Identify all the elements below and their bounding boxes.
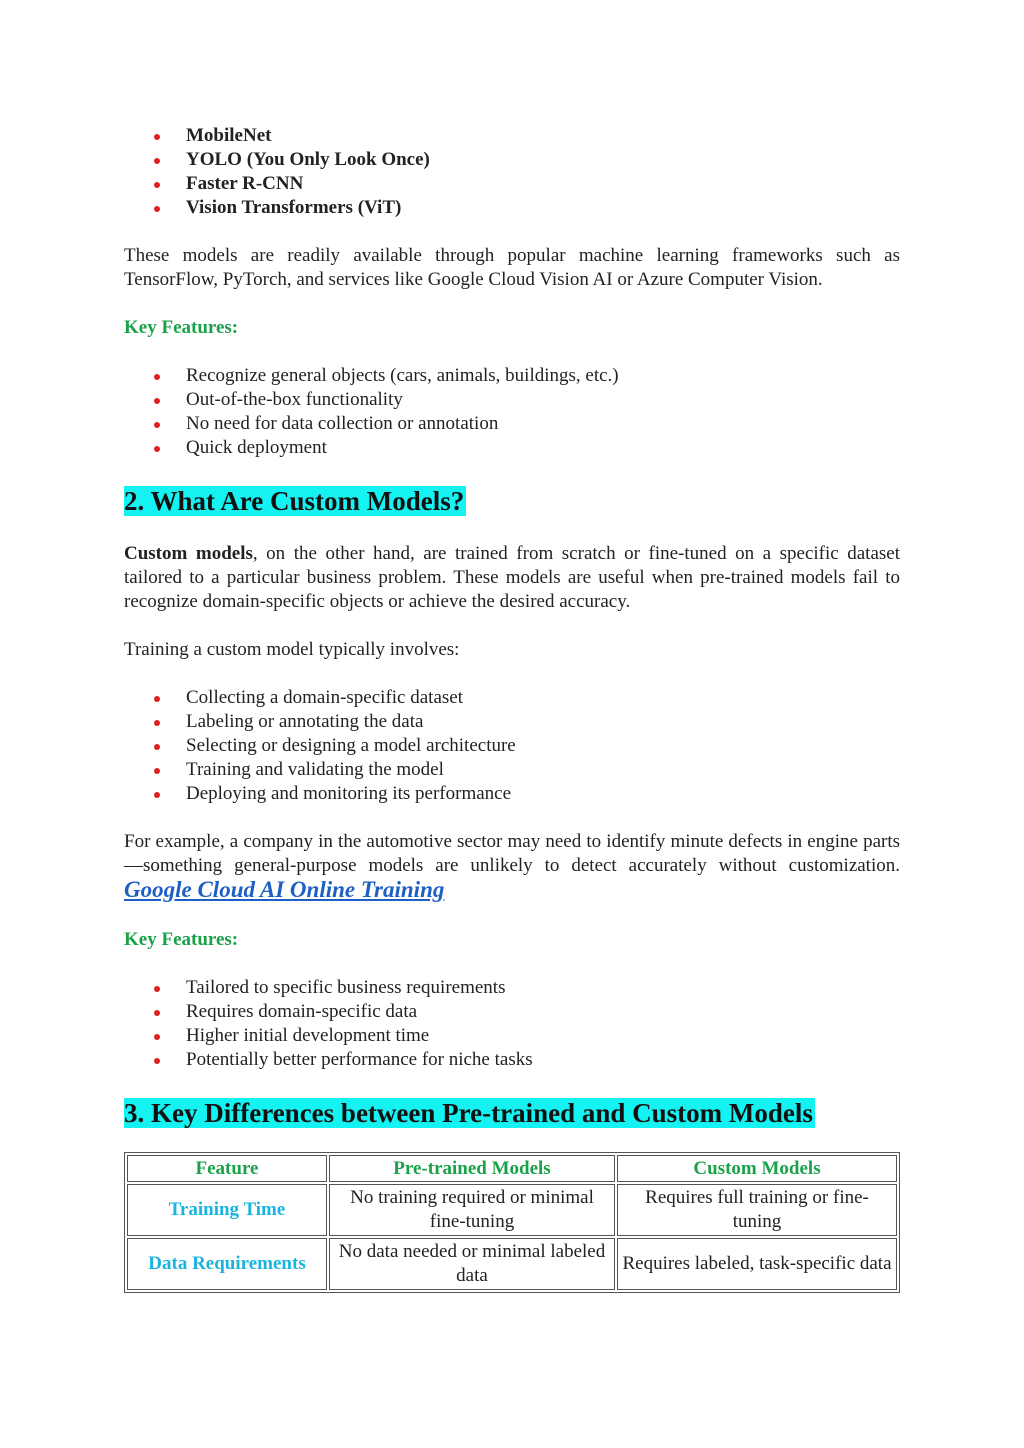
- bullet-icon: [154, 158, 160, 164]
- custom-models-paragraph: Custom models, on the other hand, are trained from scratch or fine-tuned on a specific dataset tailored to a particular business problem. These models are useful when pre-trained models fail to recognize domain-specific objects or achieve the desired accuracy.: [124, 543, 901, 612]
- bullet-icon: [154, 182, 160, 188]
- header-feature: Feature: [127, 1155, 327, 1182]
- row-pretrained-cell: No training required or minimal fine-tuning: [329, 1184, 615, 1236]
- bullet-icon: [154, 206, 160, 212]
- comparison-table: [124, 1152, 900, 1293]
- example-paragraph: For example, a company in the automotive sector may need to identify minute defects in engine parts—something general-purpose models are unlikely to detect accurately without customization. Google Cloud AI Online Training: [124, 831, 900, 902]
- list-item: No need for data collection or annotation: [124, 412, 900, 436]
- bullet-icon: [154, 696, 160, 702]
- list-item: Requires domain-specific data: [124, 1000, 900, 1024]
- training-steps-list: [124, 686, 900, 806]
- list-item: Potentially better performance for niche tasks: [124, 1048, 900, 1072]
- bullet-icon: [154, 792, 160, 798]
- list-item: Tailored to specific business requirements: [124, 976, 900, 1000]
- header-custom: Custom Models: [617, 1155, 897, 1182]
- bullet-icon: [154, 1034, 160, 1040]
- row-custom-cell: Requires labeled, task-specific data: [617, 1238, 897, 1290]
- custom-models-term: Custom models: [124, 543, 253, 564]
- list-item: Quick deployment: [124, 436, 900, 460]
- list-item: MobileNet: [124, 124, 900, 148]
- section-3-heading: 3. Key Differences between Pre-trained and Custom Models: [124, 1098, 813, 1128]
- bullet-icon: [154, 422, 160, 428]
- header-pretrained: Pre-trained Models: [329, 1155, 615, 1182]
- bullet-icon: [154, 446, 160, 452]
- list-item: Selecting or designing a model architecture: [124, 734, 900, 758]
- bullet-icon: [154, 134, 160, 140]
- list-item: Faster R-CNN: [124, 172, 900, 196]
- list-item: Higher initial development time: [124, 1024, 900, 1048]
- list-item: Deploying and monitoring its performance: [124, 782, 900, 806]
- bullet-icon: [154, 720, 160, 726]
- bullet-icon: [154, 1010, 160, 1016]
- row-custom-cell: Requires full training or fine-tuning: [617, 1184, 897, 1236]
- bullet-icon: [154, 768, 160, 774]
- section-2-heading: 2. What Are Custom Models?: [124, 486, 465, 516]
- bullet-icon: [154, 374, 160, 380]
- intro-paragraph: These models are readily available through popular machine learning frameworks such as TensorFlow, PyTorch, and services like Google Cloud Vision AI or Azure Computer Vision.: [124, 245, 900, 290]
- bullet-icon: [154, 398, 160, 404]
- list-item: YOLO (You Only Look Once): [124, 148, 900, 172]
- google-cloud-training-link[interactable]: Google Cloud AI Online Training: [124, 877, 445, 902]
- table-row: [127, 1184, 897, 1236]
- row-feature-cell: Training Time: [127, 1184, 327, 1236]
- model-list: [124, 124, 900, 220]
- bullet-icon: [154, 744, 160, 750]
- key-features-heading: Key Features:: [124, 929, 239, 950]
- list-item: Out-of-the-box functionality: [124, 388, 900, 412]
- list-item: Training and validating the model: [124, 758, 900, 782]
- table-header-row: [127, 1155, 897, 1182]
- document-page: [124, 124, 900, 1293]
- training-intro: Training a custom model typically involves:: [124, 639, 460, 660]
- key-features-heading: Key Features:: [124, 317, 239, 338]
- list-item: Recognize general objects (cars, animals, buildings, etc.): [124, 364, 900, 388]
- list-item: Vision Transformers (ViT): [124, 196, 900, 220]
- list-item: Labeling or annotating the data: [124, 710, 900, 734]
- row-pretrained-cell: No data needed or minimal labeled data: [329, 1238, 615, 1290]
- bullet-icon: [154, 986, 160, 992]
- table-row: [127, 1238, 897, 1290]
- list-item: Collecting a domain-specific dataset: [124, 686, 900, 710]
- row-feature-cell: Data Requirements: [127, 1238, 327, 1290]
- pretrained-features-list: [124, 364, 900, 460]
- bullet-icon: [154, 1058, 160, 1064]
- custom-features-list: [124, 976, 900, 1072]
